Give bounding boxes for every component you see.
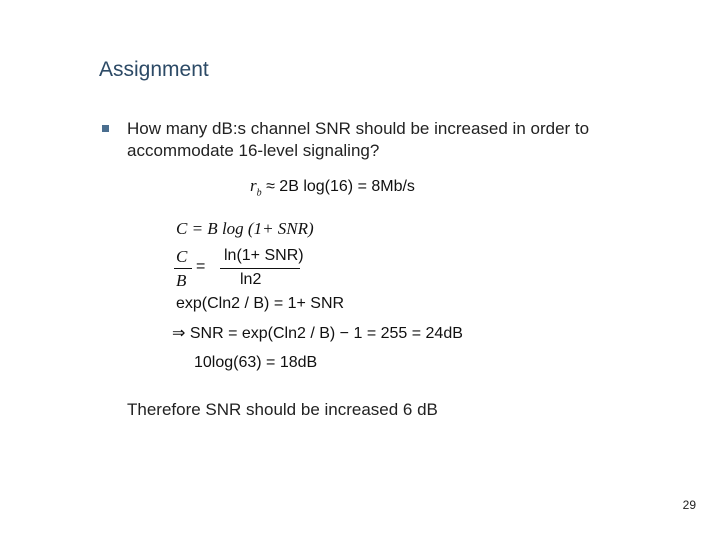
question-text: How many dB:s channel SNR should be increased in order to accommodate 16-level signaling?	[127, 119, 590, 160]
rate-expression: ≈ 2B log(16) = 8Mb/s	[266, 178, 415, 195]
page-number: 29	[682, 498, 696, 512]
conclusion-text: Therefore SNR should be increased 6 dB	[127, 400, 438, 419]
fraction-c-numerator: C	[176, 247, 188, 266]
slide-title: Assignment	[99, 58, 209, 81]
equals-sign: =	[196, 258, 206, 275]
exp-equation: exp(Cln2 / B) = 1+ SNR	[176, 295, 345, 312]
rate-equation	[250, 176, 415, 198]
square-bullet-icon	[102, 125, 109, 132]
fraction-bar-left	[174, 268, 192, 269]
capacity-equation: C = B log (1+ SNR)	[176, 219, 314, 238]
fraction-b-denominator: B	[176, 271, 187, 290]
snr-equation: ⇒ SNR = exp(Cln2 / B) − 1 = 255 = 24dB	[172, 325, 463, 342]
db-equation: 10log(63) = 18dB	[194, 354, 318, 371]
rate-symbol: $r_b$	[250, 176, 262, 199]
fraction-ln-denominator: ln2	[240, 271, 262, 288]
fraction-bar-right	[220, 268, 300, 269]
fraction-ln-numerator: ln(1+ SNR)	[224, 247, 304, 264]
